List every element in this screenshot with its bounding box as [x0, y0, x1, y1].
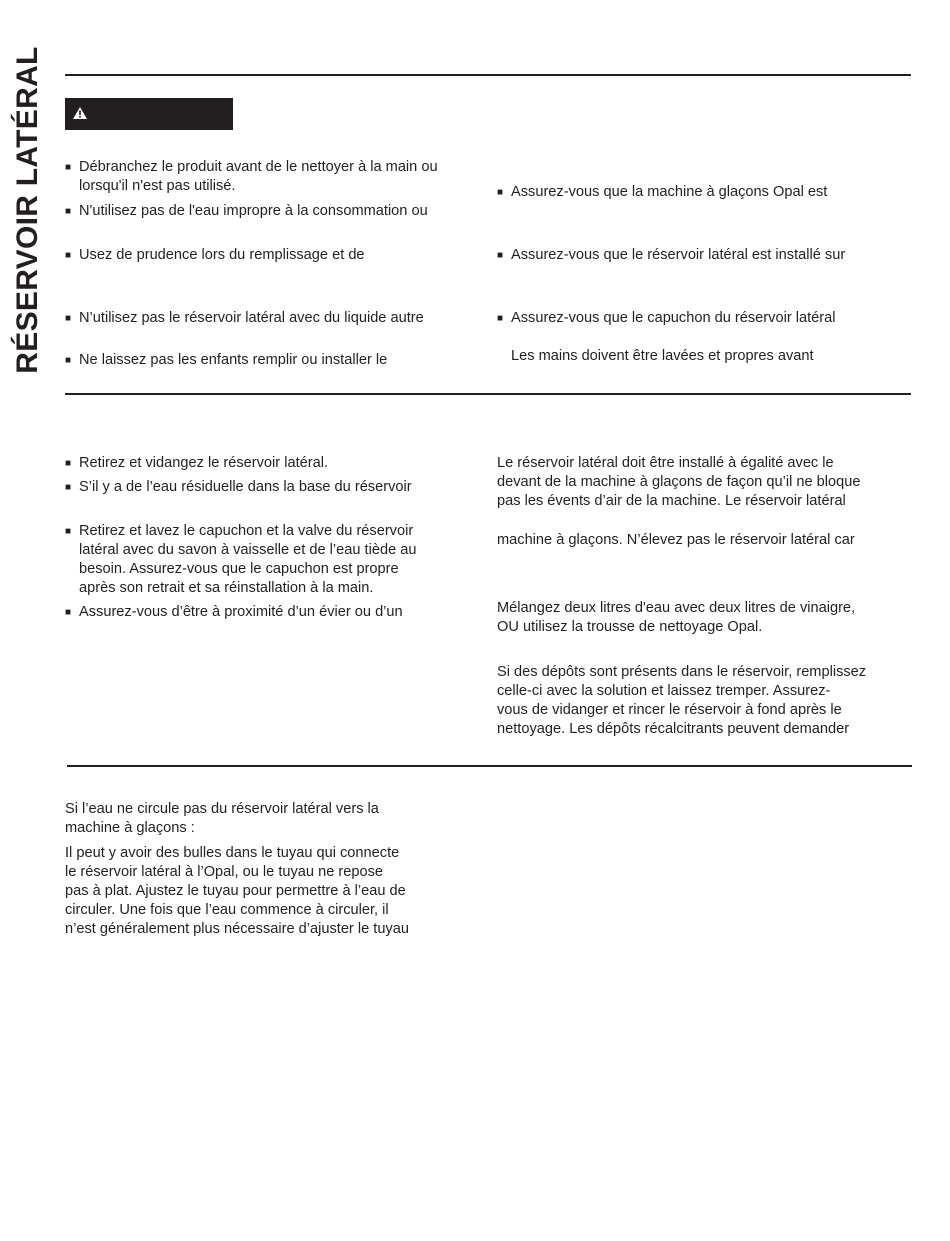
safety-item: ■ Assurez-vous que le capuchon du réservoir latéral — [497, 310, 836, 326]
cleaning-step: ■ Retirez et vidangez le réservoir latéral. — [65, 455, 329, 471]
safety-item: ■ Débranchez le produit avant de le nettoyer à la main ou lorsqu'il n'est pas utilisé. — [65, 159, 438, 194]
square-bullet-icon: ■ — [497, 313, 504, 324]
warning-triangle-icon — [73, 107, 87, 119]
top-divider — [65, 74, 911, 76]
square-bullet-icon: ■ — [65, 482, 72, 493]
square-bullet-icon: ■ — [65, 458, 72, 469]
square-bullet-icon: ■ — [65, 526, 72, 537]
installation-paragraph: Le réservoir latéral doit être installé à égalité avec le devant de la machine à glaçons de façon qu’il ne bloque pas les évents d’air de la machine. Le réservoir latéral — [497, 455, 861, 509]
square-bullet-icon: ■ — [65, 206, 72, 217]
deposits-paragraph: Si des dépôts sont présents dans le réservoir, remplissez celle-ci avec la solution et laissez tremper. Assurez- vous de vidanger et rincer le réservoir à fond après le nettoyage. Les dépôts récalcitrants peuvent demander — [497, 664, 867, 737]
safety-item: ■ N’utilisez pas le réservoir latéral avec du liquide autre — [65, 310, 424, 326]
section-divider — [65, 393, 911, 395]
cleaning-step: ■ Retirez et lavez le capuchon et la valve du réservoir latéral avec du savon à vaisselle et de l’eau tiède au besoin. Assurez-vous que le capuchon est propre après son retrait et sa réinstallation à la main. — [65, 523, 417, 596]
warning-banner — [65, 98, 233, 130]
safety-item: ■ N'utilisez pas de l'eau impropre à la consommation ou — [65, 203, 428, 219]
square-bullet-icon: ■ — [65, 250, 72, 261]
solution-paragraph: Mélangez deux litres d'eau avec deux litres de vinaigre, OU utilisez la trousse de nettoyage Opal. — [497, 600, 856, 635]
square-bullet-icon: ■ — [497, 187, 504, 198]
square-bullet-icon: ■ — [497, 250, 504, 261]
troubleshooting-question: Si l’eau ne circule pas du réservoir latéral vers la machine à glaçons : — [65, 801, 379, 836]
side-title — [12, 32, 44, 388]
installation-paragraph: machine à glaçons. N’élevez pas le réservoir latéral car — [497, 532, 855, 548]
troubleshooting-answer: Il peut y avoir des bulles dans le tuyau qui connecte le réservoir latéral à l’Opal, ou le tuyau ne repose pas à plat. Ajustez le tuyau pour permettre à l’eau de circuler. Une fois que l’eau commence à circuler, il n’est généralement plus nécessaire d’ajuster le tuyau — [65, 845, 409, 937]
square-bullet-icon: ■ — [65, 162, 72, 173]
side-title-text: RÉSERVOIR LATÉRAL — [11, 46, 44, 374]
safety-item: ■ Ne laissez pas les enfants remplir ou installer le — [65, 352, 388, 368]
hand-wash-note: Les mains doivent être lavées et propres avant — [511, 348, 814, 364]
safety-item: ■ Assurez-vous que le réservoir latéral est installé sur — [497, 247, 846, 263]
cleaning-step: ■ Assurez-vous d’être à proximité d’un évier ou d’un — [65, 604, 403, 620]
square-bullet-icon: ■ — [65, 355, 72, 366]
safety-item: ■ Assurez-vous que la machine à glaçons Opal est — [497, 184, 828, 200]
safety-item: ■ Usez de prudence lors du remplissage et de — [65, 247, 365, 263]
section-divider — [67, 765, 912, 767]
square-bullet-icon: ■ — [65, 313, 72, 324]
cleaning-step: ■ S’il y a de l’eau résiduelle dans la base du réservoir — [65, 479, 412, 495]
square-bullet-icon: ■ — [65, 607, 72, 618]
